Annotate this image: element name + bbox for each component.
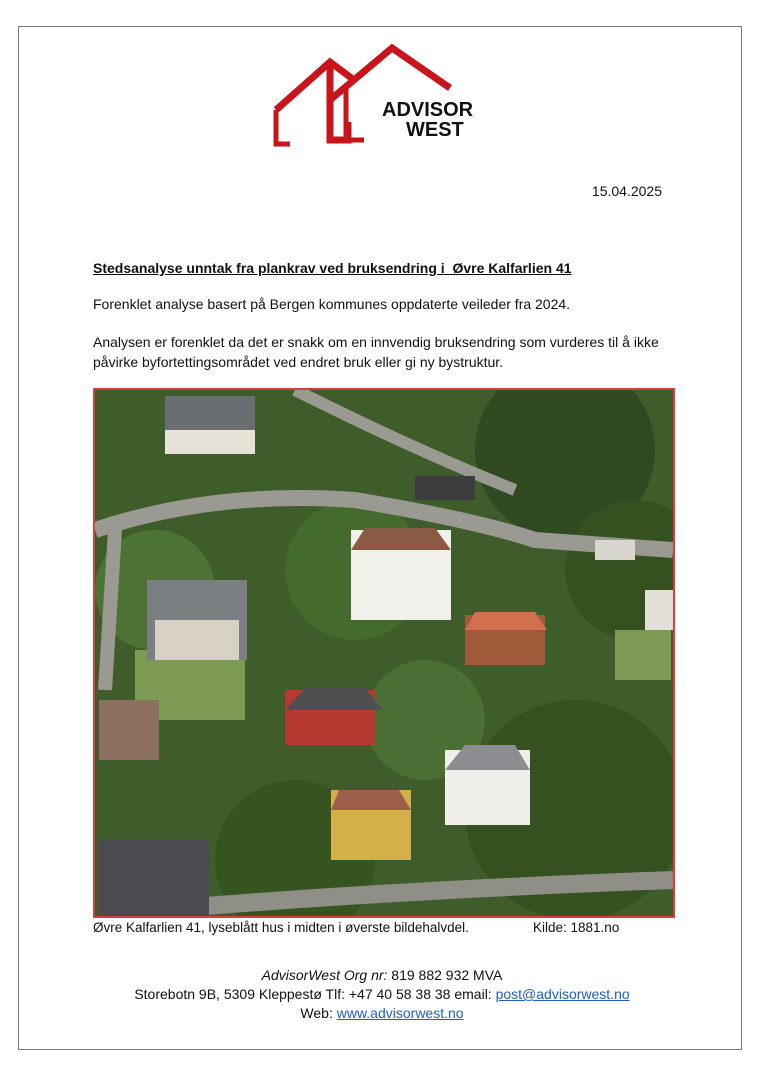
logo-text-west: WEST [406,119,464,141]
advisorwest-logo [272,40,492,150]
footer-org-number: 819 882 932 MVA [387,967,503,983]
photo-source: Kilde: 1881.no [533,920,620,935]
footer-contact-line [18,985,746,1004]
document-heading: Stedsanalyse unntak fra plankrav ved bruksendring i Øvre Kalfarlien 41 [93,260,572,276]
footer-web-label: Web: [300,1005,337,1021]
footer-company: AdvisorWest Org nr: [261,967,388,983]
document-date: 15.04.2025 [591,183,662,199]
aerial-photo [93,388,675,918]
footer-address: Storebotn 9B, 5309 Kleppestø Tlf: +47 40 58 38 38 email: [134,986,496,1002]
photo-caption: Øvre Kalfarlien 41, lyseblått hus i midten i øverste bildehalvdel. [93,920,469,935]
logo-text-advisor: ADVISOR [382,99,474,121]
analysis-paragraph: Analysen er forenklet da det er snakk om en innvendig bruksendring som vurderes til å ikke påvirke byfortettingsområdet ved endret bruk eller gi ny bystruktur. [93,334,659,370]
footer-email-link[interactable]: post@advisorwest.no [495,986,630,1002]
intro-paragraph: Forenklet analyse basert på Bergen kommunes oppdaterte veileder fra 2024. [93,296,571,312]
footer-company-line [18,966,746,985]
footer-web-line [18,1004,746,1023]
house-roof-icon [272,40,492,150]
footer-web-link[interactable]: www.advisorwest.no [336,1005,464,1021]
